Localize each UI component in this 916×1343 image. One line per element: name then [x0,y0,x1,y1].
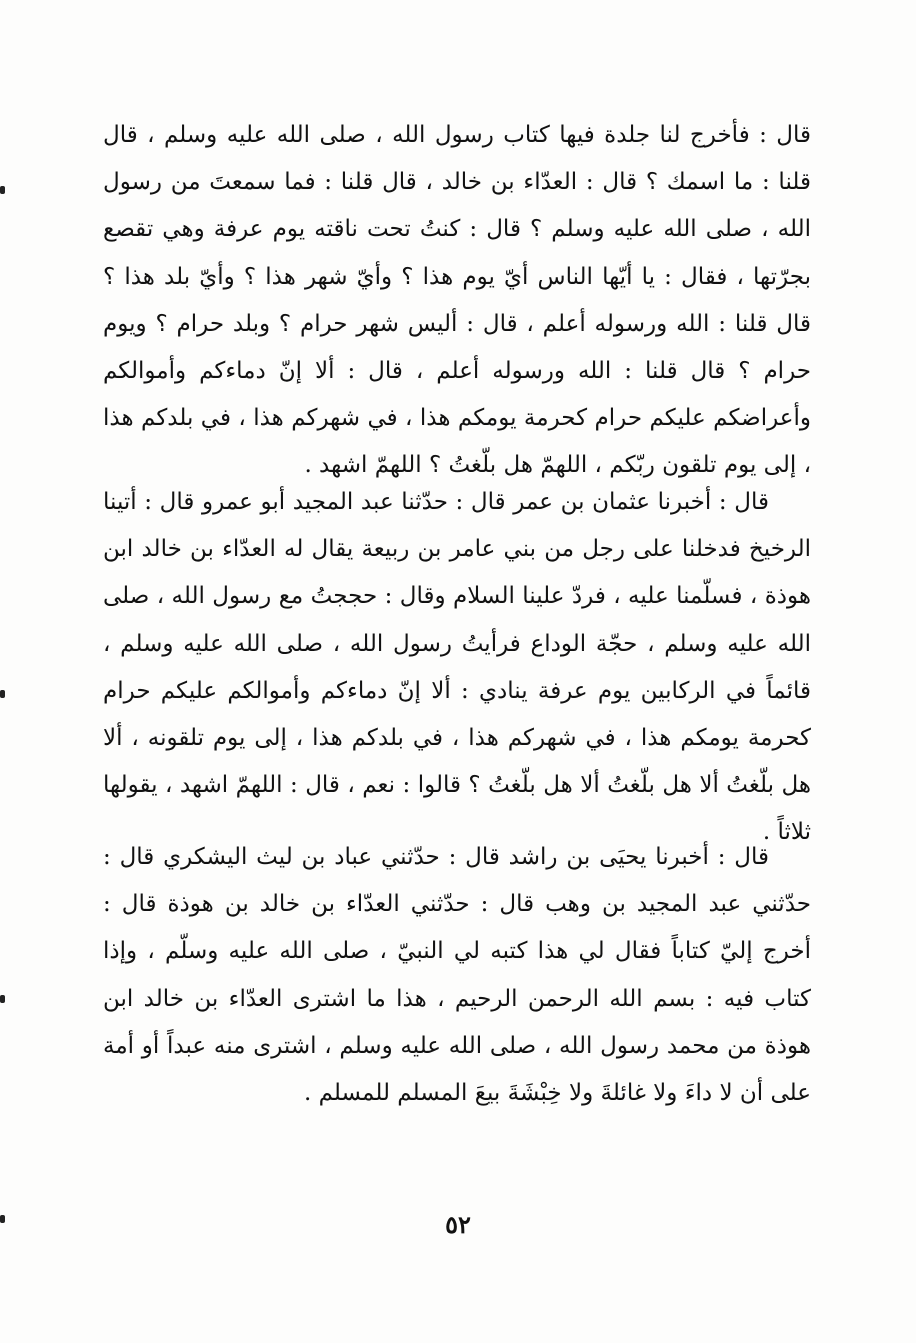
paragraph-block-2 [103,479,811,857]
scan-edge-mark [0,1215,5,1223]
paragraph-block-3 [103,834,811,1117]
scan-edge-mark [0,186,5,194]
paragraph-block-1 [103,112,811,490]
hadith-paragraph-1: قال : فأخرج لنا جلدة فيها كتاب رسول الله ، صلى الله عليه وسلم ، قال قلنا : ما اسمك ؟ قال : العدّاء بن خالد ، قال قلنا : فما سمعتَ من رسول الله ، صلى الله عليه وسلم ؟ قال : كنتُ تحت ناقته يوم عرفة وهي تقصع بجرّتها ، فقال : يا أيّها الناس أيّ يوم هذا ؟ وأيّ شهر هذا ؟ وأيّ بلد هذا ؟ قال قلنا : الله ورسوله أعلم ، قال : أليس شهر حرام ؟ وبلد حرام ؟ ويوم حرام ؟ قال قلنا : الله ورسوله أعلم ، قال : ألا إنّ دماءكم وأموالكم وأعراضكم عليكم حرام كحرمة يومكم هذا ، في شهركم هذا ، في بلدكم هذا ، إلى يوم تلقون ربّكم ، اللهمّ هل بلّغتُ ؟ اللهمّ اشهد . [103,122,811,479]
scan-edge-mark [0,995,5,1003]
scan-edge-mark [0,690,5,698]
hadith-paragraph-2: قال : أخبرنا عثمان بن عمر قال : حدّثنا عبد المجيد أبو عمرو قال : أتينا الرخيخ فدخلنا على رجل من بني عامر بن ربيعة يقال له العدّاء بن خالد ابن هوذة ، فسلّمنا عليه ، فردّ علينا السلام وقال : حججتُ مع رسول الله ، صلى الله عليه وسلم ، حجّة الوداع فرأيتُ رسول الله ، صلى الله عليه وسلم ، قائماً في الركابين يوم عرفة ينادي : ألا إنّ دماءكم وأموالكم عليكم حرام كحرمة يومكم هذا ، في شهركم هذا ، في بلدكم هذا ، إلى يوم تلقونه ، ألا هل بلّغتُ ألا هل بلّغتُ ألا هل بلّغتُ ؟ قالوا : نعم ، قال : اللهمّ اشهد ، يقولها ثلاثاً . [103,489,811,846]
page-number: ٥٢ [445,1210,471,1239]
hadith-paragraph-3: قال : أخبرنا يحيَى بن راشد قال : حدّثني عباد بن ليث اليشكري قال : حدّثني عبد المجيد بن وهب قال : حدّثني العدّاء بن خالد بن هوذة قال : أخرج إليّ كتاباً فقال لي هذا كتبه لي النبيّ ، صلى الله عليه وسلّم ، وإذا كتاب فيه : بسم الله الرحمن الرحيم ، هذا ما اشترى العدّاء بن خالد ابن هوذة من محمد رسول الله ، صلى الله عليه وسلم ، اشترى منه عبداً أو أمة على أن لا داءَ ولا غائلةَ ولا خِبْشَةَ بيعَ المسلم للمسلم . [103,844,811,1107]
